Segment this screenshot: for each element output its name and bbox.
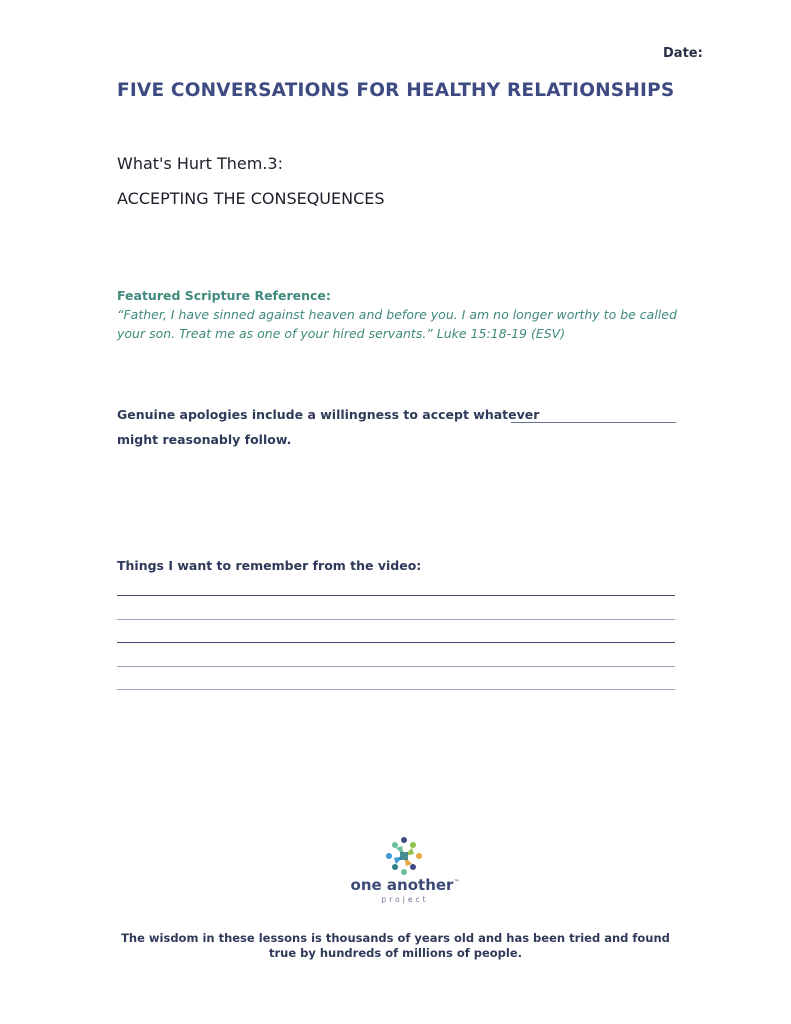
footer-text: The wisdom in these lessons is thousands of years old and has been tried and found true by hundreds of millions of people. xyxy=(121,931,670,960)
note-line[interactable] xyxy=(117,642,675,643)
page-title: FIVE CONVERSATIONS FOR HEALTHY RELATIONSHIPS xyxy=(117,80,675,101)
note-line[interactable] xyxy=(117,689,675,690)
logo-dot xyxy=(410,864,416,870)
one-another-logo-icon xyxy=(384,836,424,876)
lesson-title: ACCEPTING THE CONSEQUENCES xyxy=(117,189,385,208)
logo-dot xyxy=(416,853,422,859)
logo-dot xyxy=(392,842,398,848)
fill-in-blank[interactable] xyxy=(511,422,676,423)
logo-wordmark-text: one another xyxy=(350,876,454,894)
logo-petal xyxy=(400,852,408,860)
logo-tagline: project xyxy=(381,895,429,904)
fill-in-sentence-line1: Genuine apologies include a willingness to accept whatever xyxy=(117,407,540,422)
scripture-label: Featured Scripture Reference: xyxy=(117,288,331,303)
date-label: Date: xyxy=(663,46,703,61)
logo-dot xyxy=(401,869,407,875)
logo-dot xyxy=(410,842,416,848)
fill-in-sentence-line2: might reasonably follow. xyxy=(117,432,292,447)
scripture-text: “Father, I have sinned against heaven and before you. I am no longer worthy to be called your son. Treat me as one of your hired servants.” Luke 15:18-19 (ESV) xyxy=(117,307,677,341)
logo-wordmark xyxy=(340,876,470,894)
note-line[interactable] xyxy=(117,666,675,667)
note-line[interactable] xyxy=(117,619,675,620)
notes-label: Things I want to remember from the video: xyxy=(117,558,422,573)
logo-dot xyxy=(401,837,407,843)
trademark-symbol: ™ xyxy=(453,879,460,886)
note-line[interactable] xyxy=(117,595,675,596)
logo-dot xyxy=(392,864,398,870)
lesson-subtitle: What's Hurt Them.3: xyxy=(117,154,283,173)
logo-dot xyxy=(386,853,392,859)
